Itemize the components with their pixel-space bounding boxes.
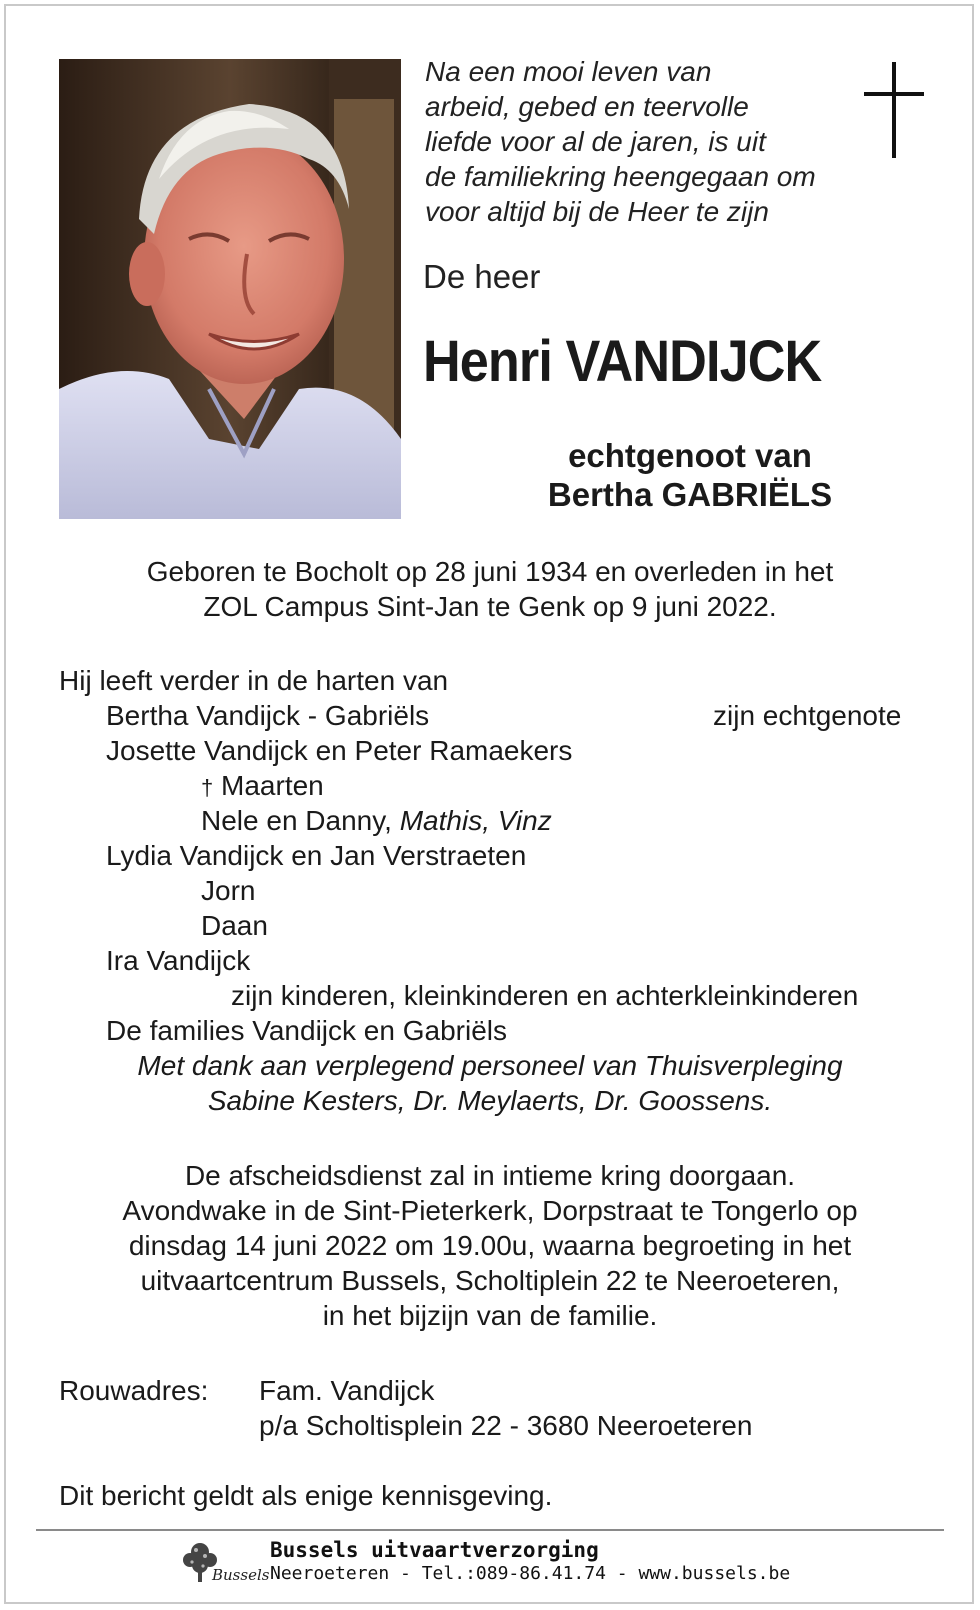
birth-line: Geboren te Bocholt op 28 juni 1934 en overleden in het	[146, 556, 834, 587]
service-line: Avondwake in de Sint-Pieterkerk, Dorpstraat te Tongerlo op	[122, 1195, 858, 1226]
notice-text: Dit bericht geldt als enige kennisgeving.	[59, 1480, 553, 1511]
service-line: dinsdag 14 juni 2022 om 19.00u, waarna begroeting in het	[128, 1230, 852, 1261]
service-line: in het bijzijn van de familie.	[322, 1300, 658, 1331]
intro-line: liefde voor al de jaren, is uit	[425, 126, 766, 157]
family-member: Josette Vandijck en Peter Ramaekers	[106, 735, 573, 766]
thanks-line: Sabine Kesters, Dr. Meylaerts, Dr. Goossens.	[207, 1085, 773, 1116]
svg-text:Bussels: Bussels	[212, 1566, 270, 1584]
intro-line: Na een mooi leven van	[425, 56, 712, 87]
spouse-line-1: echtgenoot van	[568, 437, 812, 474]
family-role: zijn echtgenote	[713, 700, 902, 731]
small-cross-icon: †	[201, 775, 214, 800]
deceased-name: Henri VANDIJCK	[423, 329, 822, 394]
service-info	[60, 1158, 920, 1333]
portrait-icon	[59, 59, 401, 519]
family-intro: Hij leeft verder in de harten van	[59, 665, 449, 696]
honorific: De heer	[423, 258, 541, 295]
spouse-name: Bertha GABRIËLS	[547, 476, 833, 513]
tree-logo-icon	[178, 1538, 270, 1590]
family-member: Nele en Danny, Mathis, Vinz	[201, 805, 552, 836]
service-line: uitvaartcentrum Bussels, Scholtiplein 22 te Neeroeteren,	[140, 1265, 840, 1296]
family-member: † Maarten	[201, 770, 324, 801]
family-relation: zijn kinderen, kleinkinderen en achterkleinkinderen	[231, 980, 859, 1011]
footer-divider	[36, 1529, 944, 1531]
service-line: De afscheidsdienst zal in intieme kring doorgaan.	[184, 1160, 796, 1191]
cross-icon	[864, 62, 924, 158]
death-line: ZOL Campus Sint-Jan te Genk op 9 juni 2022.	[203, 591, 777, 622]
family-member: Ira Vandijck	[106, 945, 251, 976]
funeral-home-name: Bussels uitvaartverzorging	[270, 1538, 599, 1562]
family-member: Lydia Vandijck en Jan Verstraeten	[106, 840, 527, 871]
family-member: De families Vandijck en Gabriëls	[106, 1015, 507, 1046]
thanks-line: Met dank aan verplegend personeel van Thuisverpleging	[137, 1050, 843, 1081]
company-logo	[178, 1538, 270, 1590]
intro-line: arbeid, gebed en teervolle	[425, 91, 749, 122]
family-member: Bertha Vandijck - Gabriëls	[106, 700, 430, 731]
intro-line: de familiekring heengegaan om	[425, 161, 816, 192]
portrait-photo	[59, 59, 401, 519]
intro-line: voor altijd bij de Heer te zijn	[425, 196, 769, 227]
birth-death-info	[60, 554, 920, 624]
intro-verse	[425, 54, 845, 229]
spouse-block	[460, 436, 920, 514]
funeral-home-contact: Neeroeteren - Tel.:089-86.41.74 - www.bussels.be	[270, 1563, 791, 1584]
address-label: Rouwadres:	[59, 1375, 209, 1406]
thanks-note	[60, 1048, 920, 1118]
family-member: Daan	[201, 910, 268, 941]
address-line-1: Fam. Vandijck	[259, 1375, 435, 1406]
address-line-2: p/a Scholtisplein 22 - 3680 Neeroeteren	[259, 1410, 753, 1441]
family-member: Jorn	[201, 875, 256, 906]
